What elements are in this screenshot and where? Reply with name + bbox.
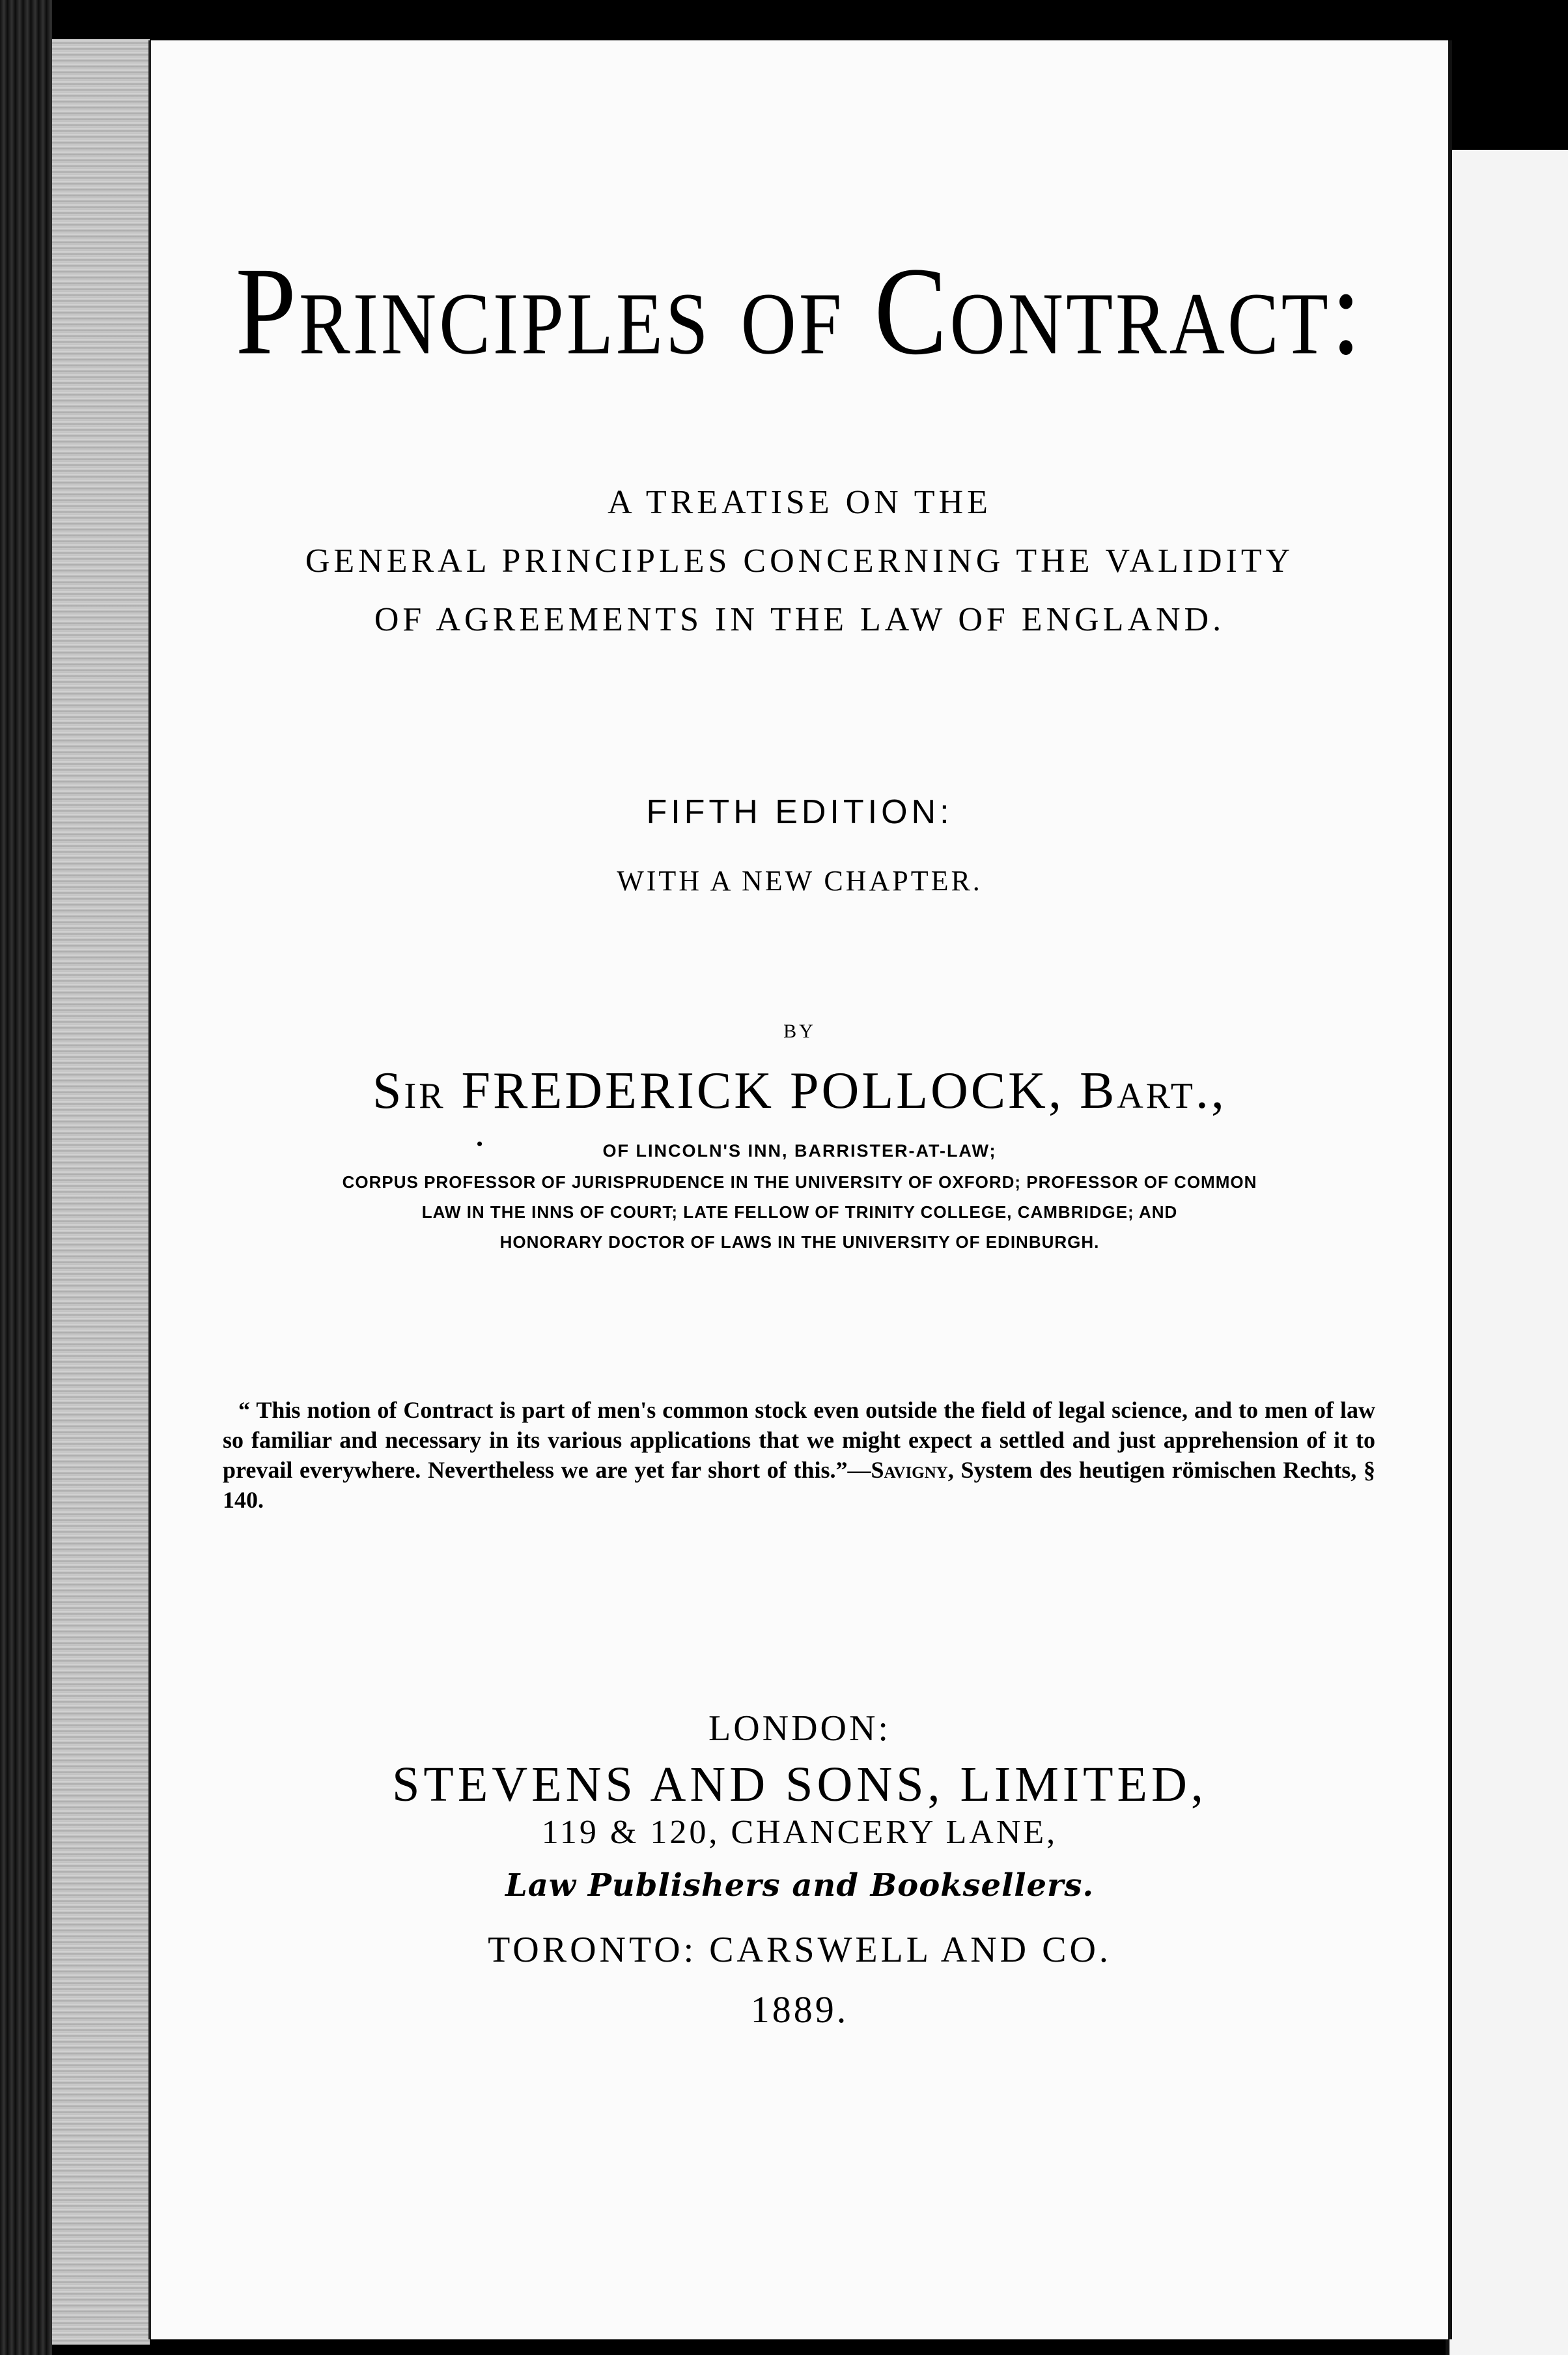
- epigraph-text: “ This notion of Contract is part of men's common stock even outside the field of legal science, and to men of law so familiar and necessary in its various applications that we might expect a settled and just apprehension of it to prevail everywhere. Nevertheless we are yet far short of this.”—: [223, 1397, 1375, 1483]
- subtitle-line-2: GENERAL PRINCIPLES CONCERNING THE VALIDITY: [305, 543, 1295, 580]
- author-credentials-line-3: HONORARY DOCTOR OF LAWS IN THE UNIVERSITY OF EDINBURGH.: [499, 1232, 1100, 1252]
- subtitle-line-1: A TREATISE ON THE: [608, 484, 992, 521]
- scan-adjacent-page: [1446, 150, 1568, 2355]
- book-title: Principles of Contract:: [235, 241, 1364, 381]
- scan-binding-strip: [52, 39, 150, 2345]
- author-credentials-line-1: CORPUS PROFESSOR OF JURISPRUDENCE IN THE UNIVERSITY OF OXFORD; PROFESSOR OF COMMON: [342, 1172, 1257, 1192]
- imprint-toronto: TORONTO: CARSWELL AND CO.: [488, 1930, 1112, 1970]
- author-name: Sir FREDERICK POLLOCK, Bart.,: [372, 1062, 1227, 1120]
- scan-dark-edge: [0, 0, 52, 2355]
- epigraph-source-work: , System des heutigen römischen Rechts, § 140.: [223, 1457, 1375, 1513]
- edition-label: FIFTH EDITION:: [646, 793, 953, 831]
- imprint-year: 1889.: [750, 1988, 849, 2031]
- epigraph-source-author: Savigny: [871, 1457, 948, 1483]
- bullet-mark: •: [477, 1135, 483, 1153]
- imprint-publisher: STEVENS AND SONS, LIMITED,: [392, 1757, 1207, 1812]
- author-inn: OF LINCOLN'S INN, BARRISTER-AT-LAW;: [602, 1141, 997, 1161]
- epigraph: [223, 1395, 1375, 1515]
- new-chapter-note: WITH A NEW CHAPTER.: [617, 865, 983, 897]
- author-credentials-line-2: LAW IN THE INNS OF COURT; LATE FELLOW OF TRINITY COLLEGE, CAMBRIDGE; AND: [421, 1202, 1178, 1222]
- title-page: [148, 40, 1452, 2339]
- imprint-address: 119 & 120, CHANCERY LANE,: [541, 1814, 1058, 1851]
- imprint-city: LONDON:: [708, 1708, 891, 1749]
- by-label: BY: [783, 1021, 816, 1042]
- imprint-trade: Law Publishers and Booksellers.: [505, 1867, 1095, 1904]
- subtitle-line-3: OF AGREEMENTS IN THE LAW OF ENGLAND.: [374, 601, 1225, 638]
